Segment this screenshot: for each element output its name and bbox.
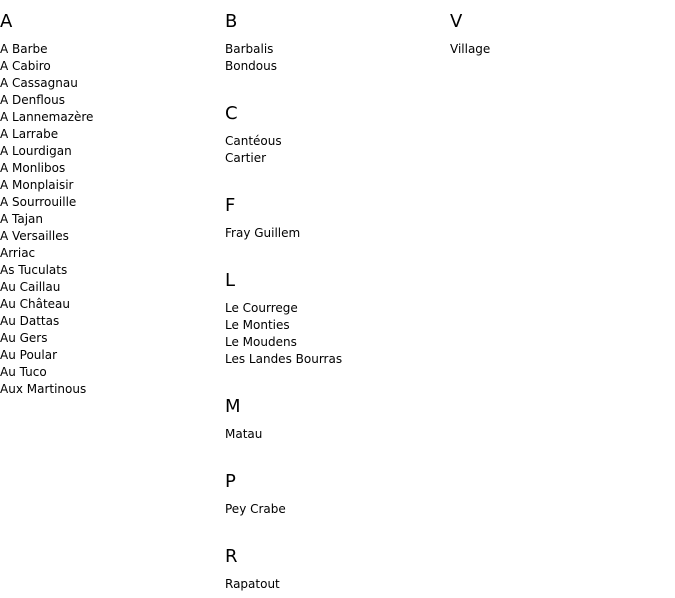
letter-group xyxy=(225,460,445,518)
letter-group xyxy=(225,259,445,368)
place-list-item xyxy=(0,296,220,313)
place-list-item xyxy=(0,109,220,126)
letter-heading: P xyxy=(225,471,236,492)
place-link[interactable]: Au Gers xyxy=(0,331,48,345)
place-link[interactable]: Village xyxy=(450,42,491,56)
place-list-item xyxy=(0,313,220,330)
place-list-item xyxy=(0,347,220,364)
place-link[interactable]: Barbalis xyxy=(225,42,274,56)
place-link[interactable]: Bondous xyxy=(225,59,277,73)
place-list xyxy=(225,426,445,443)
place-link[interactable]: Cantéous xyxy=(225,134,282,148)
place-list-item xyxy=(0,126,220,143)
place-list xyxy=(225,300,445,368)
place-link[interactable]: A Versailles xyxy=(0,229,69,243)
place-list-item xyxy=(225,351,445,368)
place-link[interactable]: A Lourdigan xyxy=(0,144,72,158)
place-list-item xyxy=(0,228,220,245)
place-list-item xyxy=(0,364,220,381)
place-link[interactable]: Au Château xyxy=(0,297,71,311)
letter-heading: C xyxy=(225,103,238,124)
place-list-item xyxy=(0,279,220,296)
place-link[interactable]: As Tuculats xyxy=(0,263,68,277)
letter-group xyxy=(225,184,445,242)
place-list-item xyxy=(0,381,220,398)
index-column-3 xyxy=(450,0,670,58)
place-list-item xyxy=(0,41,220,58)
place-list xyxy=(225,576,445,593)
letter-group xyxy=(0,0,220,398)
place-link[interactable]: Pey Crabe xyxy=(225,502,286,516)
place-link[interactable]: Au Dattas xyxy=(0,314,60,328)
place-list xyxy=(450,41,670,58)
place-list-item xyxy=(225,225,445,242)
place-link[interactable]: Cartier xyxy=(225,151,267,165)
letter-group xyxy=(225,92,445,167)
place-list xyxy=(225,133,445,167)
place-list-item xyxy=(225,576,445,593)
place-list xyxy=(225,225,445,242)
place-list xyxy=(225,41,445,75)
place-list-item xyxy=(225,426,445,443)
place-link[interactable]: A Denflous xyxy=(0,93,66,107)
place-list-item xyxy=(0,160,220,177)
letter-group xyxy=(225,535,445,593)
place-link[interactable]: A Sourrouille xyxy=(0,195,77,209)
letter-heading: A xyxy=(0,11,13,32)
place-list-item xyxy=(0,143,220,160)
place-link[interactable]: A Lannemazère xyxy=(0,110,94,124)
place-link[interactable]: Au Caillau xyxy=(0,280,61,294)
place-list xyxy=(0,41,220,398)
place-link[interactable]: Matau xyxy=(225,427,263,441)
place-list-item xyxy=(225,501,445,518)
place-list-item xyxy=(225,133,445,150)
place-link[interactable]: Aux Martinous xyxy=(0,382,87,396)
place-list-item xyxy=(0,262,220,279)
place-list-item xyxy=(0,330,220,347)
letter-heading: B xyxy=(225,11,238,32)
index-column-1 xyxy=(0,0,220,398)
place-list-item xyxy=(225,58,445,75)
place-link[interactable]: A Barbe xyxy=(0,42,48,56)
place-link[interactable]: A Larrabe xyxy=(0,127,59,141)
place-link[interactable]: Le Monties xyxy=(225,318,290,332)
place-link[interactable]: Rapatout xyxy=(225,577,280,591)
place-list-item xyxy=(0,211,220,228)
place-link[interactable]: Fray Guillem xyxy=(225,226,301,240)
place-list-item xyxy=(225,41,445,58)
place-list-item xyxy=(0,92,220,109)
place-list-item xyxy=(225,150,445,167)
place-link[interactable]: Le Courrege xyxy=(225,301,298,315)
place-link[interactable]: A Cassagnau xyxy=(0,76,78,90)
place-link[interactable]: Arriac xyxy=(0,246,36,260)
place-list-item xyxy=(0,245,220,262)
letter-heading: F xyxy=(225,195,236,216)
place-link[interactable]: Le Moudens xyxy=(225,335,297,349)
letter-heading: V xyxy=(450,11,463,32)
place-list-item xyxy=(225,334,445,351)
place-list-item xyxy=(0,75,220,92)
place-list-item xyxy=(225,300,445,317)
place-link[interactable]: Les Landes Bourras xyxy=(225,352,343,366)
place-list-item xyxy=(0,194,220,211)
place-list-item xyxy=(450,41,670,58)
place-link[interactable]: Au Poular xyxy=(0,348,58,362)
place-link[interactable]: A Monplaisir xyxy=(0,178,74,192)
letter-heading: R xyxy=(225,546,238,567)
letter-group xyxy=(450,0,670,58)
letter-group xyxy=(225,385,445,443)
letter-heading: M xyxy=(225,396,241,417)
place-list xyxy=(225,501,445,518)
place-list-item xyxy=(0,177,220,194)
place-link[interactable]: A Tajan xyxy=(0,212,44,226)
place-link[interactable]: A Monlibos xyxy=(0,161,66,175)
place-link[interactable]: A Cabiro xyxy=(0,59,51,73)
index-column-2 xyxy=(225,0,445,593)
place-list-item xyxy=(0,58,220,75)
letter-heading: L xyxy=(225,270,236,291)
place-link[interactable]: Au Tuco xyxy=(0,365,47,379)
place-list-item xyxy=(225,317,445,334)
letter-group xyxy=(225,0,445,75)
